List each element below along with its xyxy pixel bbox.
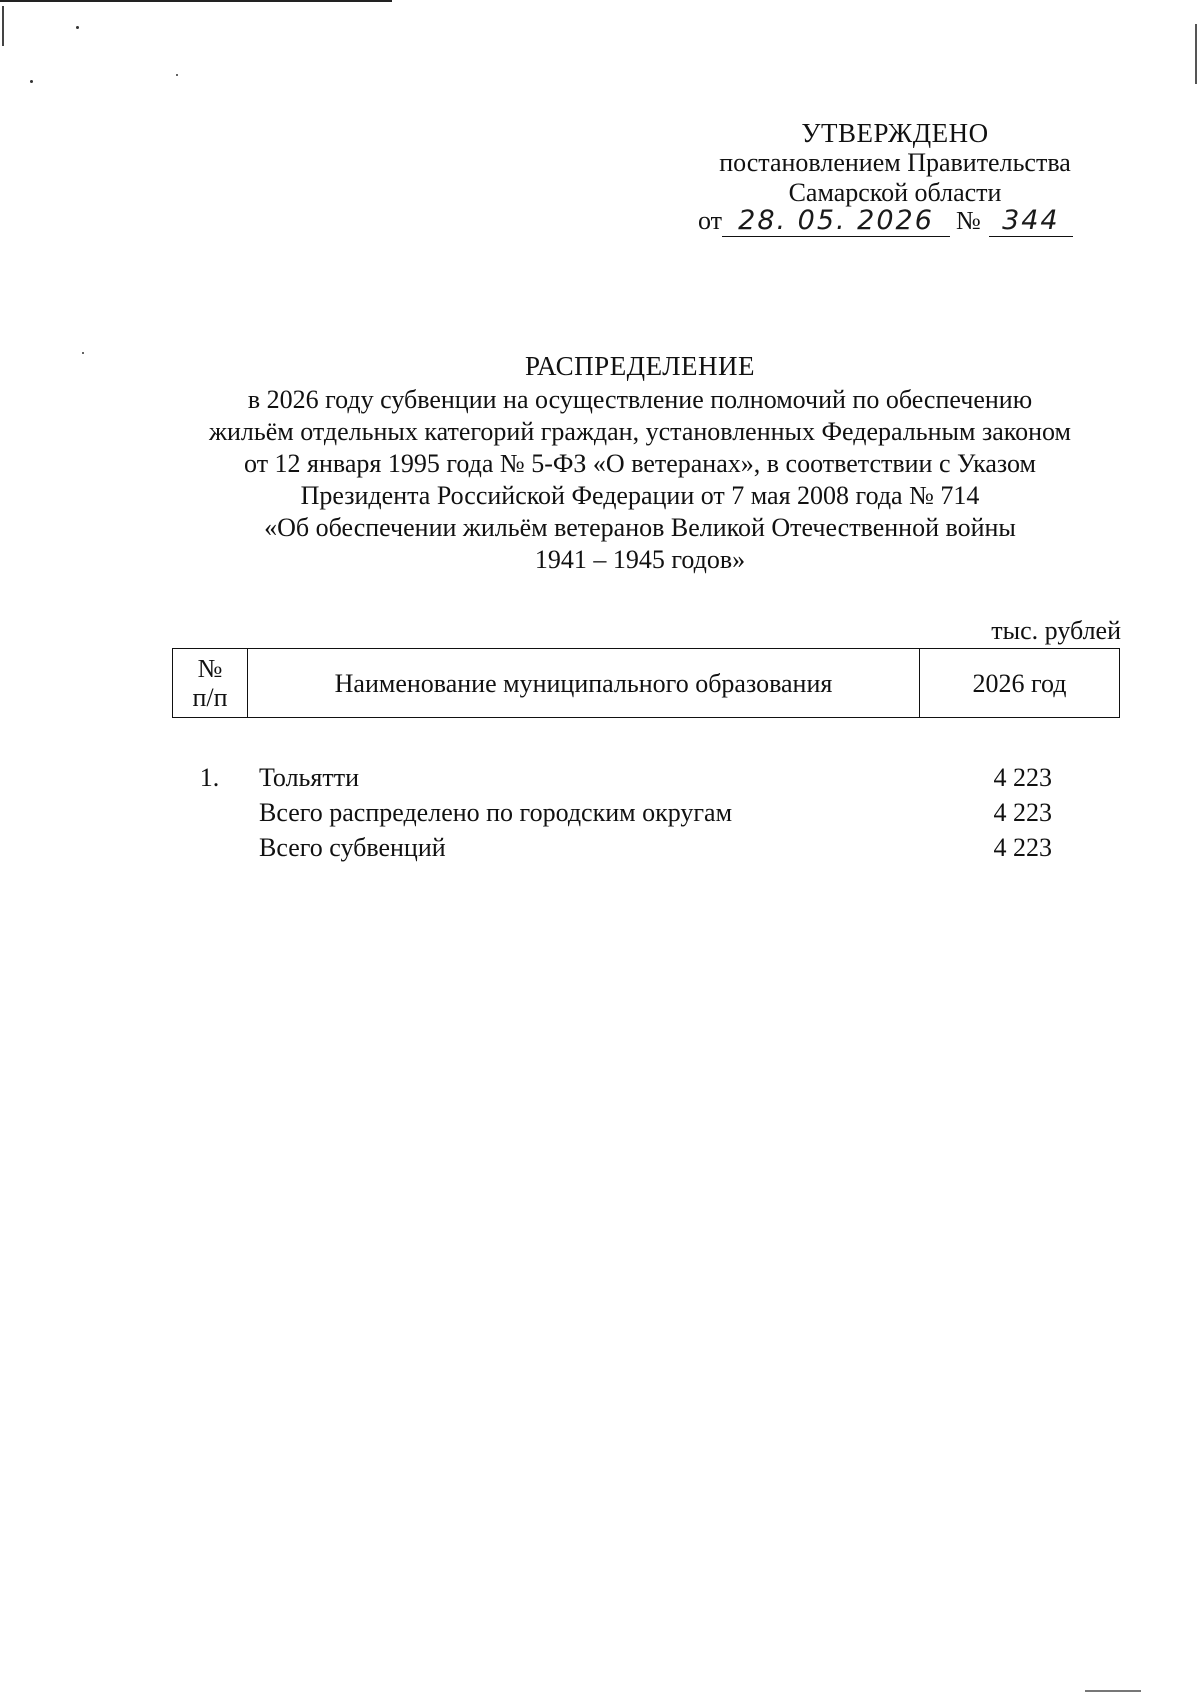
header-number-sign: №	[197, 654, 223, 683]
table-row	[172, 760, 1120, 795]
document-heading	[160, 350, 1120, 576]
number-label: №	[956, 206, 981, 235]
header-number-abbr: п/п	[192, 683, 228, 712]
heading-line: Президента Российской Федерации от 7 мая 2008 года № 714	[300, 481, 980, 510]
table-row	[172, 795, 1120, 830]
row-name: Всего распределено по городским округам	[259, 798, 733, 827]
row-number	[172, 830, 247, 865]
approval-line: Самарской области	[788, 178, 1002, 207]
table-header	[172, 648, 1120, 718]
table-row	[172, 830, 1120, 865]
header-cell-name: Наименование муниципального образования	[248, 649, 920, 717]
heading-line: «Об обеспечении жильём ветеранов Великой Отечественной войны	[264, 513, 1016, 542]
handwritten-number: 344	[989, 206, 1073, 237]
scan-edge-line	[1085, 1690, 1141, 1692]
scan-speck	[76, 26, 79, 29]
row-number	[172, 795, 247, 830]
row-name: Всего субвенций	[259, 833, 446, 862]
scan-speck	[82, 352, 84, 354]
scan-edge-line	[2, 6, 4, 46]
heading-line: 1941 – 1945 годов»	[534, 545, 746, 574]
units-label: тыс. рублей	[991, 616, 1121, 645]
heading-line: в 2026 году субвенции на осуществление полномочий по обеспечению	[247, 385, 1033, 414]
approval-title: УТВЕРЖДЕНО	[801, 118, 989, 148]
table-body	[172, 760, 1120, 865]
header-cell-year: 2026 год	[972, 668, 1067, 698]
row-number: 1.	[199, 763, 220, 792]
row-name: Тольятти	[259, 763, 360, 792]
approval-date-row	[698, 206, 1073, 237]
row-value: 4 223	[993, 763, 1052, 792]
scan-edge-line	[1195, 24, 1197, 84]
heading-line: жильём отдельных категорий граждан, установленных Федеральным законом	[209, 417, 1071, 446]
approval-line: постановлением Правительства	[719, 148, 1071, 177]
approval-stamp-block	[690, 118, 1100, 208]
handwritten-date: 28. 05. 2026	[722, 206, 950, 237]
row-value: 4 223	[993, 798, 1052, 827]
scan-speck	[176, 74, 178, 76]
row-value: 4 223	[993, 833, 1052, 862]
date-prefix: от	[698, 206, 723, 235]
scan-edge-line	[0, 0, 392, 2]
scan-speck	[30, 80, 33, 83]
header-cell-number	[173, 649, 248, 717]
heading-title: РАСПРЕДЕЛЕНИЕ	[524, 351, 756, 381]
heading-line: от 12 января 1995 года № 5-ФЗ «О ветеранах», в соответствии с Указом	[244, 449, 1036, 478]
